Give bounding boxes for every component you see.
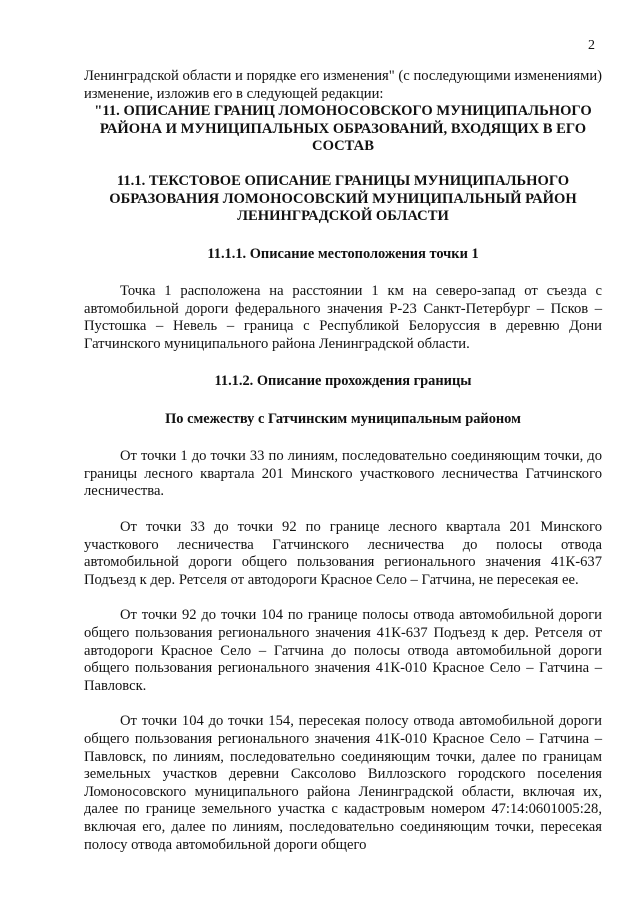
boundary-heading: 11.1.2. Описание прохождения границы [214, 373, 472, 390]
document-body [84, 68, 602, 854]
boundary-paragraph-4: От точки 104 до точки 154, пересекая полосу отвода автомобильной дороги общего пользования регионального значения 41К-010 Красное Село – Гатчина – Павловск, по линиям, последовательно соединяющим точки, далее по границам земельных участков деревни Саксолово Виллозского городского поселения Ломоносовского муниципального района Ленинградской области, включая их, далее по границе земельного участка с кадастровым номером 47:14:0601005:28, включая его, далее по линиям, последовательно соединяющим точки, пересекая полосу отвода автомобильной дороги общего [84, 713, 602, 853]
gatchina-subheading: По смежеству с Гатчинским муниципальным районом [165, 410, 521, 427]
point-1-heading: 11.1.1. Описание местоположения точки 1 [207, 245, 479, 262]
intro-paragraph: Ленинградской области и порядке его изменения" (с последующими изменениями) изменение, изложив его в следующей редакции: [84, 68, 602, 102]
section-11-1-heading: 11.1. ТЕКСТОВОЕ ОПИСАНИЕ ГРАНИЦЫ МУНИЦИПАЛЬНОГО ОБРАЗОВАНИЯ ЛОМОНОСОВСКИЙ МУНИЦИПАЛЬНЫЙ РАЙОН ЛЕНИНГРАДСКОЙ ОБЛАСТИ [109, 173, 577, 225]
boundary-paragraph-2: От точки 33 до точки 92 по границе лесного квартала 201 Минского участкового лесничества Гатчинского лесничества до полосы отвода автомобильной дороги общего пользования регионального значения 41К-637 Подъезд к дер. Ретселя от автодороги Красное Село – Гатчина, не пересекая ее. [84, 519, 602, 588]
boundary-paragraph-1: От точки 1 до точки 33 по линиям, последовательно соединяющим точки, до границы лесного квартала 201 Минского участкового лесничества Гатчинского лесничества. [84, 448, 602, 500]
boundary-paragraph-3: От точки 92 до точки 104 по границе полосы отвода автомобильной дороги общего пользования регионального значения 41К-637 Подъезд к дер. Ретселя от автодороги Красное Село – Гатчина до полосы отвода автомобильной дороги общего пользования регионального значения 41К-010 Красное Село – Гатчина – Павловск. [84, 607, 602, 694]
section-11-heading: "11. ОПИСАНИЕ ГРАНИЦ ЛОМОНОСОВСКОГО МУНИЦИПАЛЬНОГО РАЙОНА И МУНИЦИПАЛЬНЫХ ОБРАЗОВАНИЙ, ВХОДЯЩИХ В ЕГО СОСТАВ [94, 103, 592, 154]
page-number: 2 [588, 38, 595, 53]
point-1-paragraph: Точка 1 расположена на расстоянии 1 км на северо-запад от съезда с автомобильной дороги федерального значения Р-23 Санкт-Петербург – Псков – Пустошка – Невель – граница с Республикой Белоруссия в деревню Дони Гатчинского муниципального района Ленинградской области. [84, 283, 602, 352]
